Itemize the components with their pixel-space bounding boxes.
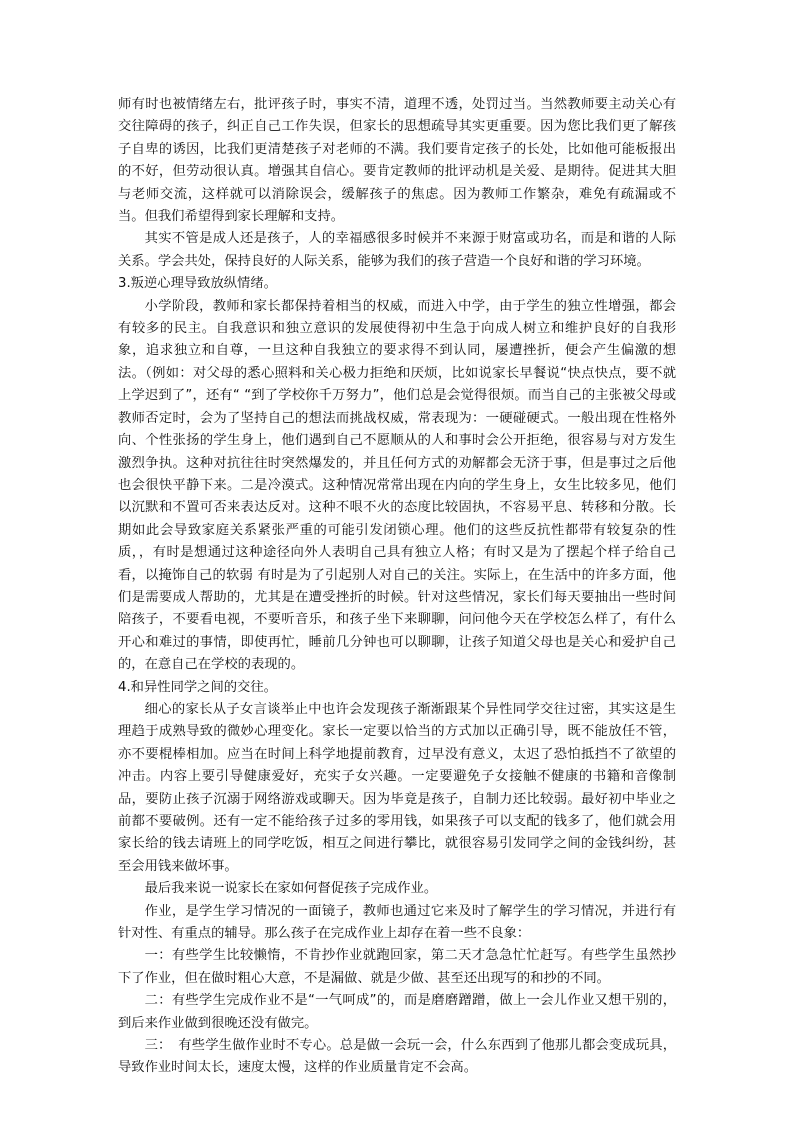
paragraph-homework-mirror: 作业，是学生学习情况的一面镜子，教师也通过它来及时了解学生的学习情况，并进行有针对性、有重点的辅导。那么孩子在完成作业上却存在着一些不良象： <box>118 903 676 942</box>
section-heading-opposite-sex: 4.和异性同学之间的交往。 <box>118 679 277 695</box>
paragraph-happiness-relations: 其实不管是成人还是孩子，人的幸福感很多时候并不来源于财富或功名，而是和谐的人际关系。学会共处，保持良好的人际关系，能够为我们的孩子营造一个良好和谐的学习环境。 <box>118 231 676 269</box>
document-body <box>118 94 676 1080</box>
section-heading-rebellion: 3.叛逆心理导致放纵情绪。 <box>118 276 277 292</box>
paragraph-homework-intro: 最后我来说一说家长在家如何督促孩子完成作业。 <box>144 881 438 897</box>
paragraph-teacher-criticism: 师有时也被情绪左右，批评孩子时，事实不清，道理不透，处罚过当。当然教师要主动关心有交往障碍的孩子，纠正自己工作失误，但家长的思想疏导其实更重要。因为您比我们更了解孩子自卑的诱因，比我们更清楚孩子对老师的不满。我们要肯定孩子的长处，比如他可能板报出的不好，但劳动很认真。增强其自信心。要肯定教师的批评动机是关爱、是期待。促进其大胆与老师交流，这样就可以消除误会，缓解孩子的焦虑。因为教师工作繁杂，难免有疏漏或不当。但我们希望得到家长理解和支持。 <box>118 97 676 225</box>
paragraph-homework-point-2: 二：有些学生完成作业不是“一气呵成”的，而是磨磨蹭蹭，做上一会儿作业又想干别的，到后来作业做到很晚还没有做完。 <box>118 993 676 1031</box>
paragraph-opposite-sex: 细心的家长从子女言谈举止中也许会发现孩子渐渐跟某个异性同学交往过密，其实这是生理趋于成熟导致的微妙心理变化。家长一定要以恰当的方式加以正确引导，既不能放任不管，亦不要棍棒相加。应当在时间上科学地提前教育，过早没有意义，太迟了恐怕抵挡不了欲望的冲击。内容上要引导健康爱好，充实子女兴趣。一定要避免子女接触不健康的书籍和音像制品，要防止孩子沉溺于网络游戏或聊天。因为毕竟是孩子，自制力还比较弱。最好初中毕业之前都不要破例。还有一定不能给孩子过多的零用钱，如果孩子可以支配的钱多了，他们就会用家长给的钱去请班上的同学吃饭，相互之间进行攀比，就很容易引发同学之间的金钱纠纷，甚至会用钱来做坏事。 <box>118 701 676 874</box>
paragraph-rebellion: 小学阶段，教师和家长都保持着相当的权威，而进入中学，由于学生的独立性增强，都会有较多的民主。自我意识和独立意识的发展使得初中生急于向成人树立和维护良好的自我形象，追求独立和自尊，一旦这种自我独立的要求得不到认同，屡遭挫折，便会产生偏激的想法。（例如：对父母的悉心照料和关心极力拒绝和厌烦，比如说家长早餐说“快点快点，要不就上学迟到了”，还有“ “到了学校你千万努力”，他们总是会觉得很烦。而当自己的主张被父母或教师否定时，会为了坚持自己的想法而挑战权威，常表现为：一硬碰硬式。一般出现在性格外向、个性张扬的学生身上，他们遇到自己不愿顺从的人和事时会公开拒绝，很容易与对方发生激烈争执。这种对抗往往时突然爆发的，并且任何方式的劝解都会无济于事，但是事过之后他也会很快平静下来。二是冷漠式。这种情况常常出现在内向的学生身上，女生比较多见，他们以沉默和不置可否来表达反对。这种不哏不火的态度比较固执，不容易平息、转移和分散。长期如此会导致家庭关系紧张严重的可能引发闭锁心理。他们的这些反抗性都带有较复杂的性质，，有时是想通过这种途径向外人表明自己具有独立人格；有时又是为了摆起个样子给自己看，以掩饰自己的软弱 有时是为了引起别人对自己的关注。实际上，在生活中的许多方面，他们是需要成人帮助的，尤其是在遭受挫折的时候。针对这些情况，家长们每天要抽出一些时间陪孩子，不要看电视，不要听音乐，和孩子坐下来聊聊，问问他今天在学校怎么样了，有什么开心和难过的事情，即使再忙，睡前几分钟也可以聊聊，让孩子知道父母也是关心和爱护自己的，在意自己在学校的表现的。 <box>118 298 676 673</box>
paragraph-homework-point-3: 三： 有些学生做作业时不专心。总是做一会玩一会，什么东西到了他那儿都会变成玩具，导致作业时间太长，速度太慢，这样的作业质量肯定不会高。 <box>118 1038 676 1076</box>
paragraph-homework-point-1: 一：有些学生比较懒惰，不肯抄作业就跑回家，第二天才急急忙忙赶写。有些学生虽然抄下了作业，但在做时粗心大意，不是漏做、就是少做、甚至还出现写的和抄的不同。 <box>118 948 676 986</box>
